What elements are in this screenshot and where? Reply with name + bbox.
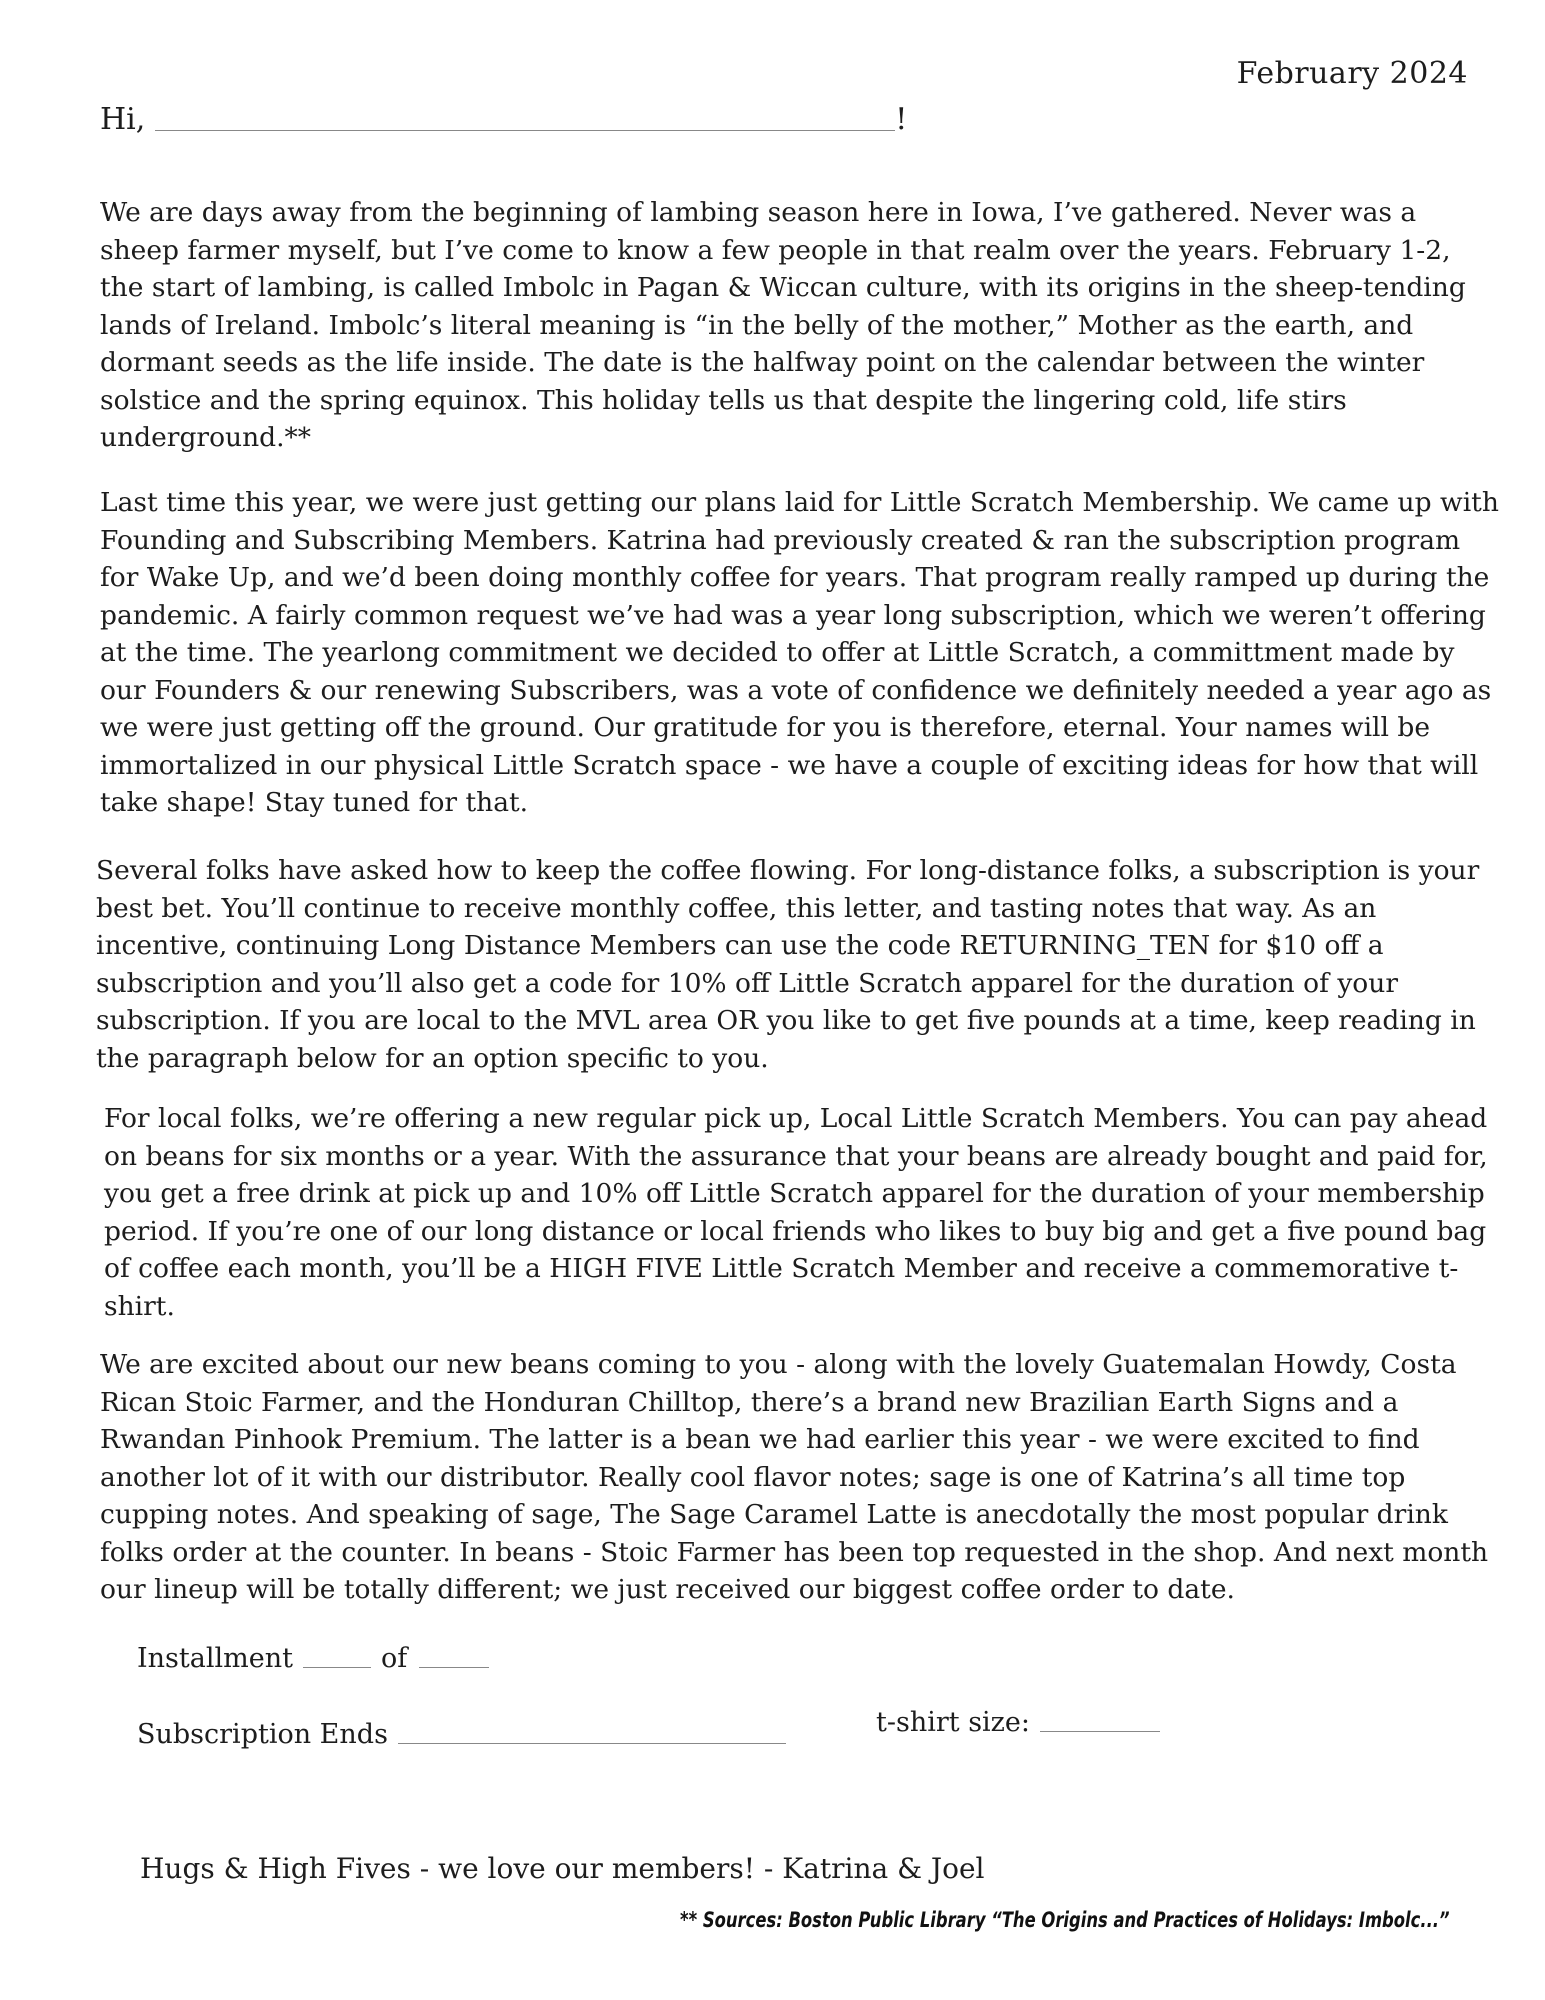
subscription-ends-line <box>137 1716 786 1750</box>
tshirt-size-label: t-shirt size: <box>876 1707 1030 1738</box>
letter-date: February 2024 <box>1236 56 1468 91</box>
sources-footnote: ** Sources: Boston Public Library “The Origins and Practices of Holidays: Imbolc...” <box>680 1908 1450 1932</box>
tshirt-size-line <box>876 1704 1160 1738</box>
paragraph-membership-history: Last time this year, we were just getting our plans laid for Little Scratch Membership. We came up with Founding and Subscribing Members. Katrina had previously created & ran the subscription program for Wake Up, and we’d been doing monthly coffee for years. That program really ramped up during the pandemic. A fairly common request we’ve had was a year long subscription, which we weren’t offering at the time. The yearlong commitment we decided to offer at Little Scratch, a committment made by our Founders & our renewing Subscribers, was a vote of confidence we definitely needed a year ago as we were just getting off the ground. Our gratitude for you is therefore, eternal. Your names will be immortalized in our physical Little Scratch space - we have a couple of exciting ideas for how that will take shape! Stay tuned for that. <box>100 487 1499 818</box>
signoff: Hugs & High Fives - we love our members! - Katrina & Joel <box>140 1852 985 1885</box>
paragraph-imbolc: We are days away from the beginning of lambing season here in Iowa, I’ve gathered. Never was a sheep farmer myself, but I’ve come to know a few people in that realm over the years. February 1-2, the start of lambing, is called Imbolc in Pagan & Wiccan culture, with its origins in the sheep-tending lands of Ireland. Imbolc’s literal meaning is “in the belly of the mother,” Mother as the earth, and dormant seeds as the life inside. The date is the halfway point on the calendar between the winter solstice and the spring equinox. This holiday tells us that despite the lingering cold, life stirs underground.** <box>100 197 1466 453</box>
installment-label: Installment <box>137 1643 293 1674</box>
paragraph-long-distance: Several folks have asked how to keep the coffee flowing. For long-distance folks, a subscription is your best bet. You’ll continue to receive monthly coffee, this letter, and tasting notes that way. As an incentive, continuing Long Distance Members can use the code RETURNING_TEN for $10 off a subscription and you’ll also get a code for 10% off Little Scratch apparel for the duration of your subscription. If you are local to the MVL area OR you like to get five pounds at a time, keep reading in the paragraph below for an option specific to you. <box>96 855 1480 1074</box>
recipient-name-blank <box>155 100 895 131</box>
installment-line <box>137 1640 489 1674</box>
installment-number-blank <box>303 1640 371 1668</box>
paragraph-local-members: For local folks, we’re offering a new regular pick up, Local Little Scratch Members. You can pay ahead on beans for six months or a year. With the assurance that your beans are already bought and paid for, you get a free drink at pick up and 10% off Little Scratch apparel for the duration of your membership period. If you’re one of our long distance or local friends who likes to buy big and get a five pound bag of coffee each month, you’ll be a HIGH FIVE Little Scratch Member and receive a commemorative t-shirt. <box>104 1103 1488 1322</box>
installment-total-blank <box>419 1640 489 1668</box>
paragraph-new-beans: We are excited about our new beans coming to you - along with the lovely Guatemalan Howdy, Costa Rican Stoic Farmer, and the Honduran Chilltop, there’s a brand new Brazilian Earth Signs and a Rwandan Pinhook Premium. The latter is a bean we had earlier this year - we were excited to find another lot of it with our distributor. Really cool flavor notes; sage is one of Katrina’s all time top cupping notes. And speaking of sage, The Sage Caramel Latte is anecdotally the most popular drink folks order at the counter. In beans - Stoic Farmer has been top requested in the shop. And next month our lineup will be totally different; we just received our biggest coffee order to date. <box>100 1349 1489 1605</box>
greeting-exclamation: ! <box>895 102 908 137</box>
subscription-ends-blank <box>398 1716 786 1744</box>
tshirt-size-blank <box>1040 1704 1160 1732</box>
greeting-line <box>100 100 907 137</box>
greeting-salutation: Hi, <box>100 102 146 137</box>
installment-of-label: of <box>380 1643 408 1674</box>
subscription-ends-label: Subscription Ends <box>137 1719 388 1750</box>
